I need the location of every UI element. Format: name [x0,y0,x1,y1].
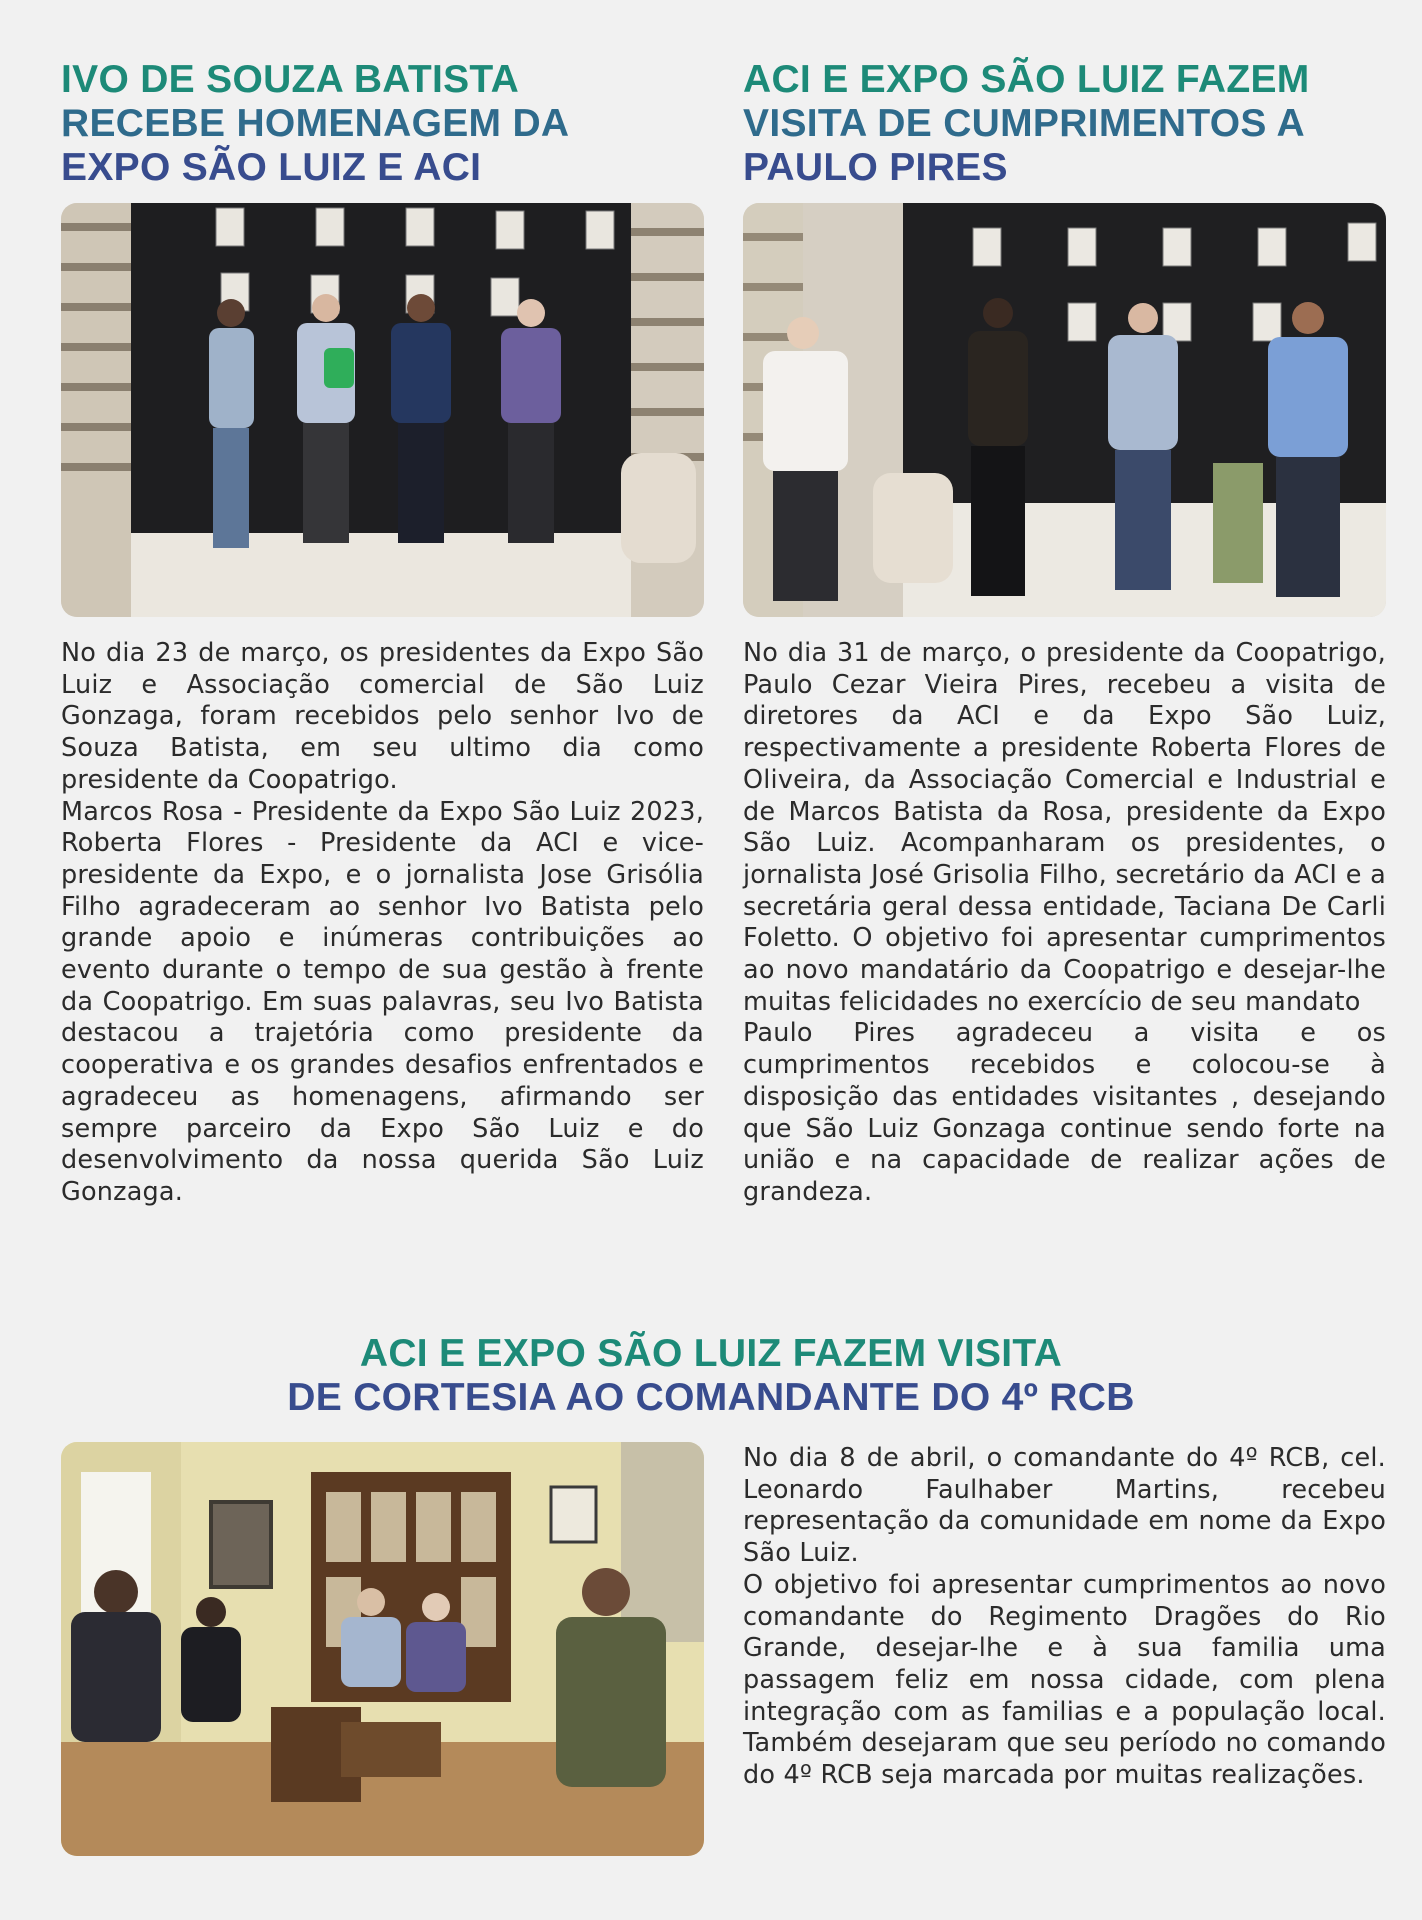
article1-paragraph-1: No dia 23 de março, os presidentes da Expo São Luiz e Associação comercial de São Luiz Gonzaga, foram recebidos pelo senhor Ivo de Souza Batista, em seu ultimo dia como presidente da Coopatrigo. [61,638,704,795]
article1-title-line-3: EXPO SÃO LUIZ E ACI [61,146,482,189]
article3-title-line-2: DE CORTESIA AO COMANDANTE DO 4º RCB [287,1376,1135,1419]
article3-title [61,1332,1361,1420]
article2-title-line-2: VISITA DE CUMPRIMENTOS A [743,102,1305,145]
article2-title-line-1: ACI E EXPO SÃO LUIZ FAZEM [743,58,1310,101]
article2-title-line-3: PAULO PIRES [743,146,1008,189]
article1-body [61,638,704,1209]
article2-title [743,58,1310,190]
article3-paragraph-1: No dia 8 de abril, o comandante do 4º RCB, cel. Leonardo Faulhaber Martins, recebeu representação da comunidade em nome da Expo São Luiz. [743,1443,1386,1569]
article2-body [743,638,1386,1209]
article1-title-line-2: RECEBE HOMENAGEM DA [61,102,570,145]
article3-photo [61,1442,704,1856]
article2-photo [743,203,1386,617]
article3-title-line-1: ACI E EXPO SÃO LUIZ FAZEM VISITA [359,1332,1063,1375]
article1-title-line-1: IVO DE SOUZA BATISTA [61,58,520,101]
article3-body [743,1443,1386,1792]
article1-paragraph-2: Marcos Rosa - Presidente da Expo São Luiz 2023, Roberta Flores - Presidente da ACI e vice-presidente da Expo, e o jornalista Jose Grisólia Filho agradeceram ao senhor Ivo Batista pelo grande apoio e inúmeras contribuições ao evento durante o tempo de sua gestão à frente da Coopatrigo. Em suas palavras, seu Ivo Batista destacou a trajetória como presidente da cooperativa e os grandes desafios enfrentados e agradeceu as homenagens, afirmando ser sempre parceiro da Expo São Luiz e do desenvolvimento da nossa querida São Luiz Gonzaga. [61,796,704,1207]
article3-paragraph-2: O objetivo foi apresentar cumprimentos ao novo comandante do Regimento Dragões do Rio Grande, desejar-lhe e à sua familia uma passagem feliz em nossa cidade, com plena integração com as familias e a população local. Também desejaram que seu período no comando do 4º RCB seja marcada por muitas realizações. [743,1569,1386,1791]
article2-paragraph-1: No dia 31 de março, o presidente da Coopatrigo, Paulo Cezar Vieira Pires, recebeu a visita de diretores da ACI e da Expo São Luiz, respectivamente a presidente Roberta Flores de Oliveira, da Associação Comercial e Industrial e de Marcos Batista da Rosa, presidente da Expo São Luiz. Acompanharam os presidentes, o jornalista José Grisolia Filho, secretário da ACI e a secretária geral dessa entidade, Taciana De Carli Foletto. O objetivo foi apresentar cumprimentos ao novo mandatário da Coopatrigo e desejar-lhe muitas felicidades no exercício de seu mandato [743,638,1386,1017]
article2-paragraph-2: Paulo Pires agradeceu a visita e os cumprimentos recebidos e colocou-se à disposição das entidades visitantes , desejando que São Luiz Gonzaga continue sendo forte na união e na capacidade de realizar ações de grandeza. [743,1018,1386,1207]
article1-title [61,58,569,190]
article1-photo [61,203,704,617]
